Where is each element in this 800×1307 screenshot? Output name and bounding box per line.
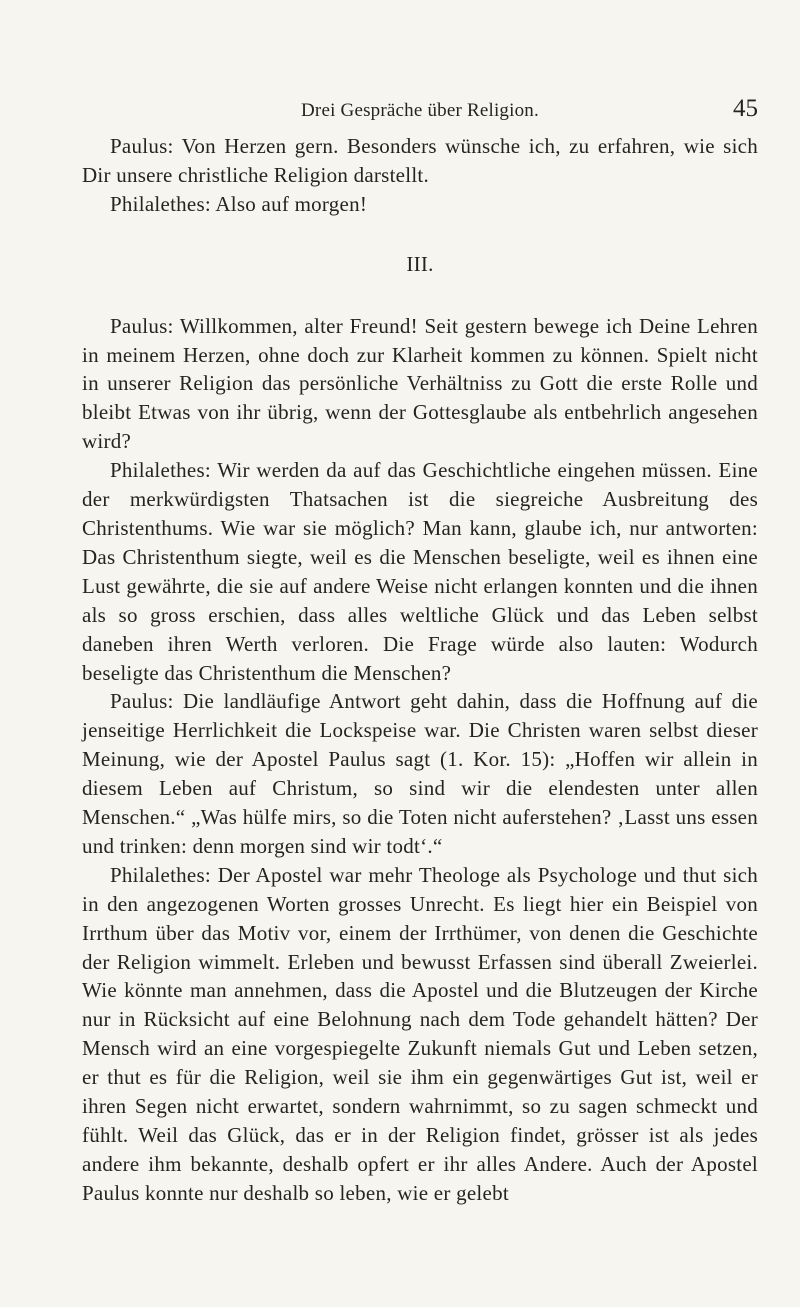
page-number: 45 [733, 95, 758, 122]
paragraph: Philalethes: Also auf morgen! [110, 191, 368, 216]
page-header [82, 92, 758, 132]
page-body [82, 132, 758, 1208]
paragraph: Paulus: Von Herzen gern. Besonders wünsche ich, zu erfahren, wie sich Dir unsere christliche Religion darstellt. [82, 134, 758, 187]
paragraph: Paulus: Die landläufige Antwort geht dahin, dass die Hoffnung auf die jenseitige Herrlichkeit die Lockspeise war. Die Christen waren selbst dieser Meinung, wie der Apostel Paulus sagt (1. Kor. 15): „Hoffen wir allein in diesem Leben auf Christum, so sind wir die elendesten unter allen Menschen.“ „Was hülfe mirs, so die Toten nicht auferstehen? ‚Lasst uns essen und trinken: denn morgen sind wir todt‘.“ [82, 689, 758, 858]
running-title: Drei Gespräche über Religion. [301, 100, 539, 121]
book-page [82, 92, 758, 1208]
paragraph: Philalethes: Der Apostel war mehr Theologe als Psychologe und thut sich in den angezogenen Worten grosses Unrecht. Es liegt hier ein Beispiel von Irrthum über das Motiv vor, einem der Irrthümer, von denen die Geschichte der Religion wimmelt. Erleben und bewusst Erfassen sind überall Zweierlei. Wie könnte man annehmen, dass die Apostel und die Blutzeugen der Kirche nur in Rücksicht auf eine Belohnung nach dem Tode gehandelt hätten? Der Mensch wird an eine vorgespiegelte Zukunft niemals Gut und Leben setzen, er thut es für die Religion, weil sie ihm ein gegenwärtiges Gut ist, weil er ihren Segen nicht erwartet, sondern wahrnimmt, so zu sagen schmeckt und fühlt. Weil das Glück, das er in der Religion findet, grösser ist als jedes andere ihm bekannte, deshalb opfert er ihr alles Andere. Auch der Apostel Paulus konnte nur deshalb so leben, wie er gelebt [82, 862, 758, 1205]
paragraph: Paulus: Willkommen, alter Freund! Seit gestern bewege ich Deine Lehren in meinem Herzen, ohne doch zur Klarheit kommen zu können. Spielt nicht in unserer Religion das persönliche Verhältniss zu Gott die erste Rolle und bleibt Etwas von ihr übrig, wenn der Gottesglaube als entbehrlich angesehen wird? [82, 313, 758, 454]
paragraph: Philalethes: Wir werden da auf das Geschichtliche eingehen müssen. Eine der merkwürdigsten Thatsachen ist die siegreiche Ausbreitung des Christenthums. Wie war sie möglich? Man kann, glaube ich, nur antworten: Das Christenthum siegte, weil es die Menschen beseligte, weil es ihnen eine Lust gewährte, die sie auf andere Weise nicht erlangen konnten und die ihnen als so gross erschien, dass alles weltliche Glück und das Leben selbst daneben ihren Werth verloren. Die Frage würde also lauten: Wodurch beseligte das Christenthum die Menschen? [82, 458, 758, 685]
section-heading: III. [406, 251, 434, 276]
